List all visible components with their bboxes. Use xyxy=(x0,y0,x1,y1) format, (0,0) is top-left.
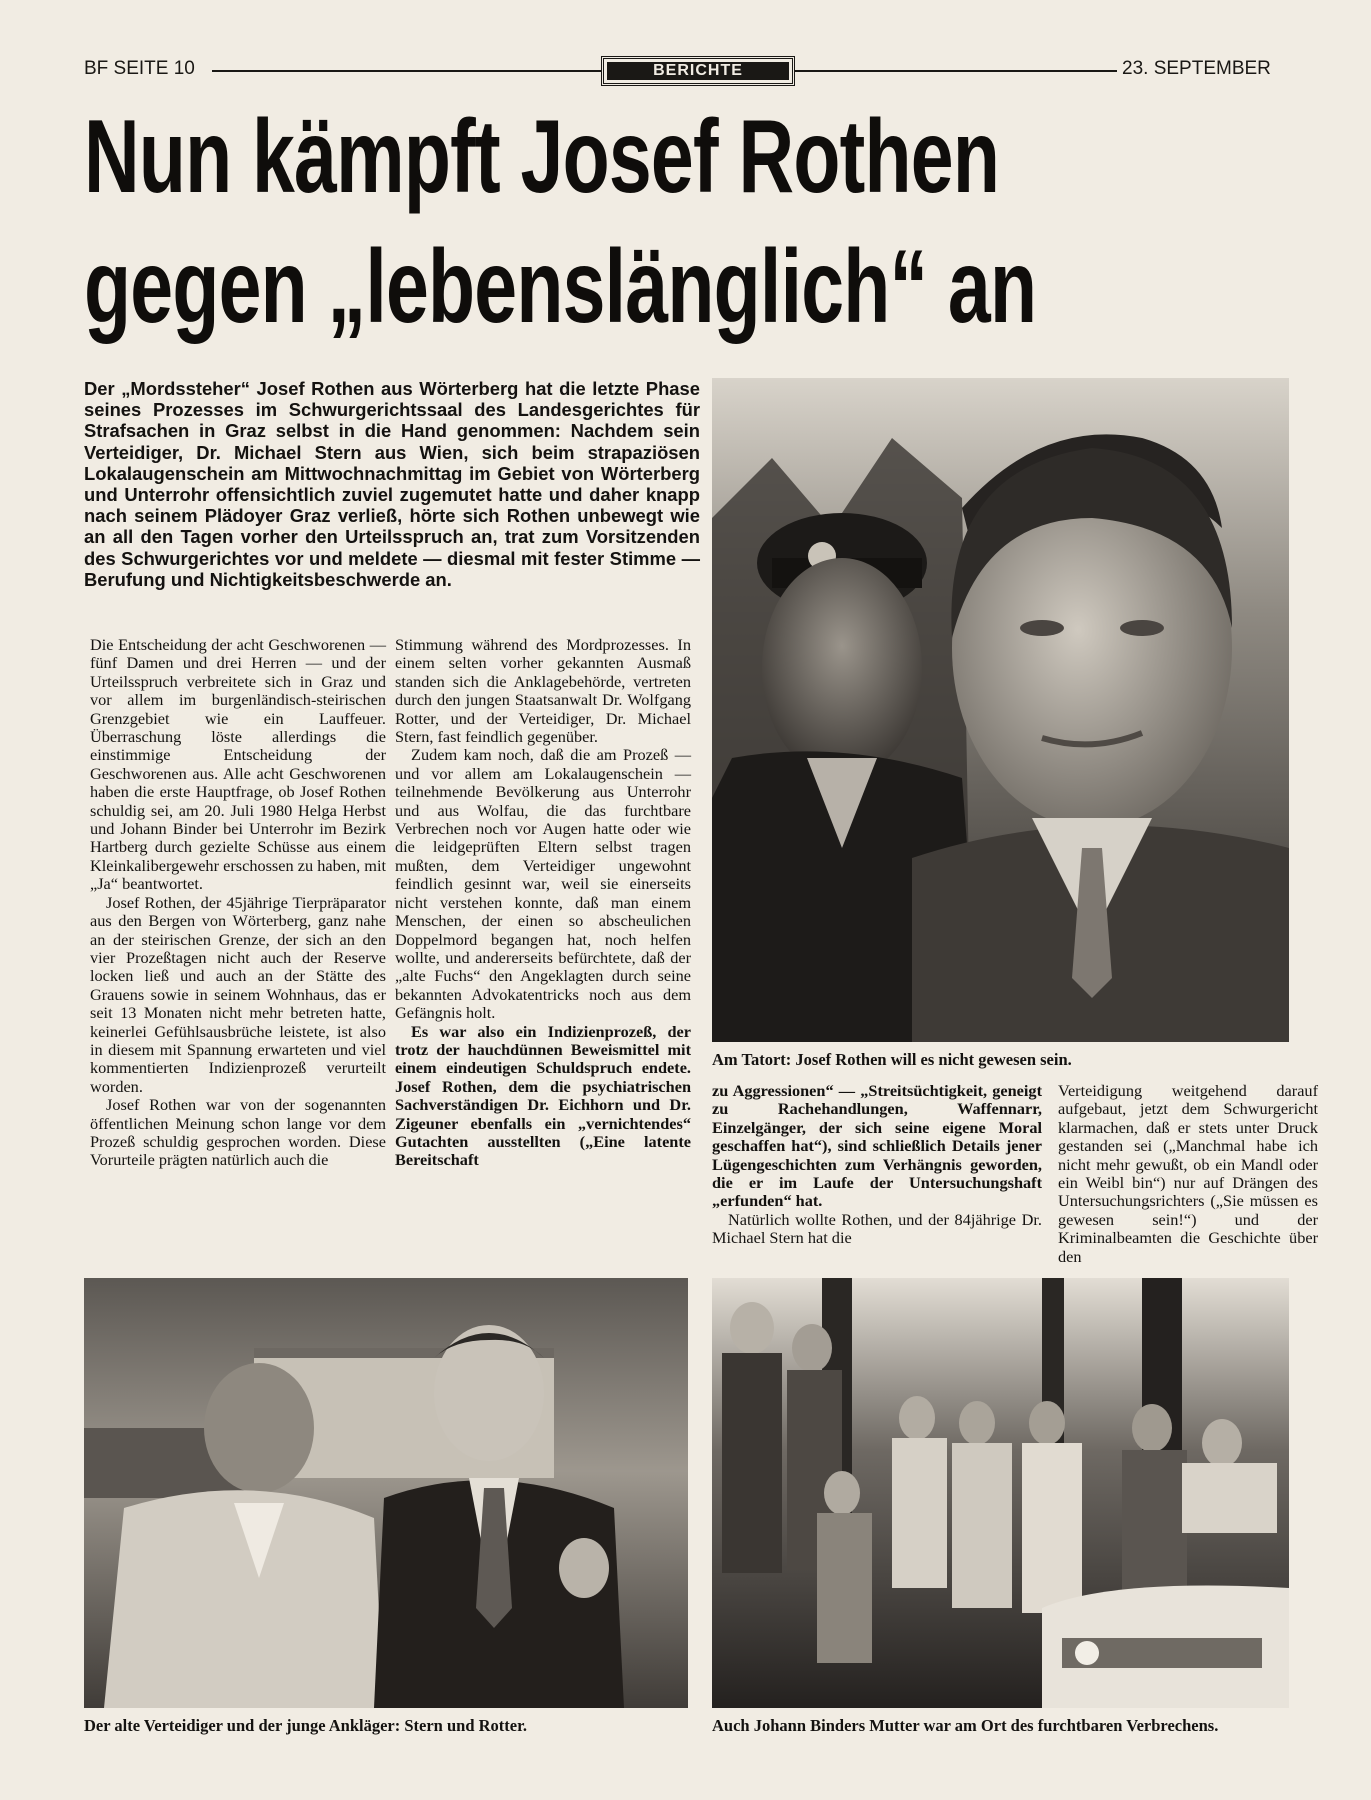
caption-photo-bottom-right: Auch Johann Binders Mutter war am Ort des furchtbaren Verbrechens. xyxy=(712,1716,1219,1735)
column-2-bold-passage: Es war also ein Indizienprozeß, der trotz der hauchdünnen Beweismittel mit einem eindeutigen Schuldspruch endete. Josef Rothen, dem die psychiatrischen Sachverständigen Dr. Eichhorn und Dr. Zigeuner ebenfalls ein „vernichtendes“ Gutachten ausstellten („Eine latente Bereitschaft xyxy=(395,1021,691,1170)
headline-line-1 xyxy=(84,99,1289,215)
headline-line-2-text: gegen „lebenslänglich“ an xyxy=(84,229,1037,345)
caption-photo-top: Am Tatort: Josef Rothen will es nicht gewesen sein. xyxy=(712,1050,1072,1069)
column-3-bold-passage: zu Aggressionen“ — „Streitsüchtigkeit, geneigt zu Rachehandlungen, Waffennarr, Einzelgänger, der sich seine eigene Moral geschaffen hat“), sind schließlich Details jener Lügengeschichten zum Verhängnis geworden, die er im Laufe der Untersuchungshaft „erfunden“ hat. xyxy=(712,1081,1042,1211)
headline-line-2 xyxy=(84,229,1289,345)
article-column-2 xyxy=(395,636,691,1170)
article-column-1 xyxy=(90,636,386,1170)
column-4-clip xyxy=(1058,1081,1318,1270)
column-1-paragraph-1: Die Entscheidung der acht Geschworenen — fünf Damen und drei Herren — und der Urteilsspruch verbreitete sich in Graz und vor allem im burgenländisch-steirischen Grenzgebiet wie ein Lauffeuer. Überraschung löste allerdings die einstimmige Entscheidung der Geschworenen aus. Alle acht Geschworenen haben die erste Hauptfrage, ob Josef Rothen schuldig sei, am 20. Juli 1980 Helga Herbst und Johann Binder bei Unterrohr im Bezirk Hartberg durch gezielte Schüsse aus einem Kleinkalibergewehr erschossen zu haben, mit „Ja“ beantwortet. xyxy=(90,635,386,894)
headline-line-1-text: Nun kämpft Josef Rothen xyxy=(84,99,1000,215)
column-4-paragraph-1: Verteidigung weitgehend darauf aufgebaut, jetzt dem Schwurgericht klarmachen, daß er stets unter Druck gestanden sei („Manchmal habe ich nicht mehr gewußt, ob ein Mandl oder ein Weibl bin“) nur auf Drängen des Untersuchungsrichters („Sie müssen es gewesen sein!“) und der Kriminalbeamten die Geschichte über den xyxy=(1058,1081,1318,1266)
photo-defender-image xyxy=(84,1278,688,1708)
column-2-paragraph-3 xyxy=(395,1023,691,1170)
article-column-3 xyxy=(712,1082,1042,1248)
photo-suspect-image xyxy=(712,378,1289,1042)
column-1-paragraph-2: Josef Rothen, der 45jährige Tierpräparator aus den Bergen von Wörterberg, ganz nahe an der steirischen Grenze, der sich an den vier Prozeßtagen nicht auch der Reserve locken ließ und auch an der Stätte des Grauens sowie in seinem Wohnhaus, das er seit 13 Monaten nicht mehr betreten hatte, keinerlei Gefühlsausbrüche leistete, ist also in diesem mit Spannung erwarteten und viel kommentierten Indizienprozeß verurteilt worden. xyxy=(90,892,386,1096)
header-rule-left xyxy=(212,70,601,72)
issue-date: 23. SEPTEMBER xyxy=(1122,58,1271,79)
photo-binder-mother-at-scene xyxy=(712,1278,1289,1708)
section-label-text: BERICHTE xyxy=(607,62,789,80)
article-column-4 xyxy=(1058,1082,1318,1266)
photo-suspect-at-scene xyxy=(712,378,1289,1042)
lead-paragraph: Der „Mordssteher“ Josef Rothen aus Wörterberg hat die letzte Phase seines Prozesses im Schwurgerichtssaal des Landesgerichtes für Strafsachen in Graz selbst in die Hand genommen: Nachdem sein Verteidiger, Dr. Michael Stern aus Wien, sich beim strapaziösen Lokalaugenschein am Mittwochnachmittag im Gebiet von Wörterberg und Unterrohr offensichtlich zuviel zugemutet hatte und daher knapp nach seinem Plädoyer Graz verließ, hörte sich Rothen unbewegt wie an all den Tagen vorher den Urteilsspruch an, trat zum Vorsitzenden des Schwurgerichtes vor und meldete — diesmal mit fester Stimme — Berufung und Nichtigkeitsbeschwerde an. xyxy=(84,378,700,590)
column-3-paragraph-1 xyxy=(712,1082,1042,1211)
photo-defender-and-prosecutor xyxy=(84,1278,688,1708)
section-label xyxy=(601,56,795,86)
column-2-paragraph-1: Stimmung während des Mordprozesses. In einem selten vorher gekannten Ausmaß standen sich die Anklagebehörde, vertreten durch den jungen Staatsanwalt Dr. Wolfgang Rotter, und der Verteidiger, Dr. Michael Stern, fast feindlich gegenüber. xyxy=(395,635,691,747)
page-number: BF SEITE 10 xyxy=(84,58,195,79)
photo-crowd-image xyxy=(712,1278,1289,1708)
header-rule-right xyxy=(795,70,1117,72)
caption-photo-bottom-left: Der alte Verteidiger und der junge Ankläger: Stern und Rotter. xyxy=(84,1716,528,1735)
column-2-paragraph-2: Zudem kam noch, daß die am Prozeß — und vor allem am Lokalaugenschein — teilnehmende Bevölkerung aus Unterrohr und aus Wolfau, die das furchtbare Verbrechen noch vor Augen hatte oder wie die leidgeprüften Eltern selbst tragen mußten, dem Verteidiger ungewohnt feindlich gesinnt war, weil sie einerseits nicht verstehen konnte, daß man einem Menschen, der einen so abscheulichen Doppelmord begangen hat, noch helfen wollte, und andererseits befürchtete, daß der „alte Fuchs“ den Angeklagten durch seine bekannten Advokatentricks noch aus dem Gefängnis holt. xyxy=(395,745,691,1023)
column-1-paragraph-3: Josef Rothen war von der sogenannten öffentlichen Meinung schon lange vor dem Prozeß schuldig gesprochen worden. Diese Vorurteile prägten natürlich auch die xyxy=(90,1095,386,1170)
column-3-paragraph-2: Natürlich wollte Rothen, und der 84jährige Dr. Michael Stern hat die xyxy=(712,1209,1042,1248)
